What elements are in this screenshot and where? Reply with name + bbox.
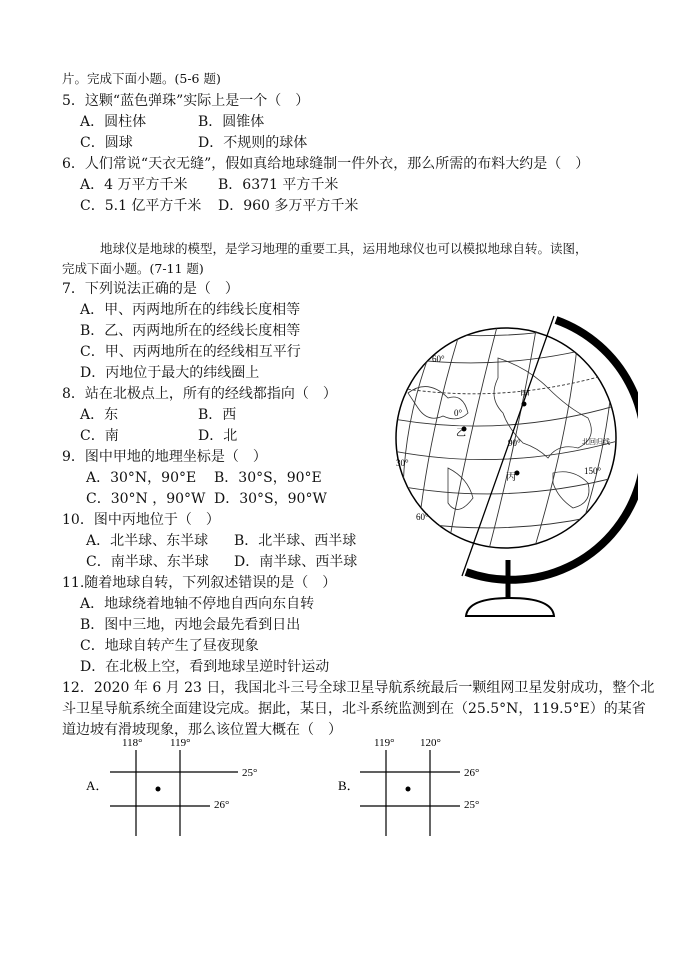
q6-option-a: A．4 万平方千米 [80, 177, 188, 193]
q10-option-b: B．北半球、西半球 [234, 533, 357, 549]
q9-option-b: B．30°S，90°E [214, 470, 322, 486]
q10-stem: 10．图中丙地位于（ ） [62, 512, 220, 528]
q7-option-a: A．甲、丙两地所在的纬线长度相等 [80, 302, 301, 318]
grid-a-lon-right: 119° [170, 737, 191, 749]
grid-b-lat-top: 26° [464, 767, 480, 779]
label-lon60: 60° [416, 512, 429, 522]
q8-option-c: C．南 [80, 428, 119, 444]
q7-option-d: D．丙地位于最大的纬线圈上 [80, 365, 260, 381]
q5-stem: 5．这颗“蓝色弹珠”实际上是一个（ ） [62, 93, 310, 109]
q6-option-d: D．960 多万平方千米 [218, 198, 359, 214]
globe-figure [388, 298, 638, 628]
label-lat60: 60° [432, 354, 445, 364]
q5-option-b: B．圆锥体 [198, 114, 265, 130]
q12-line1: 12．2020 年 6 月 23 日，我国北斗三号全球卫星导航系统最后一颗组网卫星发射成功，整个北 [62, 680, 655, 696]
grid-a [80, 734, 270, 838]
globe-stand-base [466, 598, 554, 616]
label-jia: 甲 [520, 390, 530, 401]
label-yi: 乙 [456, 428, 466, 439]
q8-stem: 8．站在北极点上，所有的经线都指向（ ） [62, 386, 337, 402]
q11-stem: 11.随着地球自转，下列叙述错误的是（ ） [62, 575, 337, 591]
grid-b-lat-bottom: 25° [464, 799, 480, 811]
intro2-line2: 完成下面小题。(7-11 题) [62, 261, 204, 276]
grid-b-lon-left: 119° [374, 737, 395, 749]
q9-stem: 9．图中甲地的地理坐标是（ ） [62, 449, 267, 465]
q6-option-b: B．6371 平方千米 [218, 177, 339, 193]
label-lon90: 90° [508, 438, 521, 448]
q12-line3: 道边坡有滑坡现象，那么该位置大概在（ ） [62, 722, 342, 738]
q9-option-a: A．30°N，90°E [86, 470, 197, 486]
q10-option-a: A．北半球、东半球 [86, 533, 209, 549]
q11-option-c: C．地球自转产生了昼夜现象 [80, 638, 259, 654]
label-tropic: 北回归线 [582, 438, 610, 446]
grid-a-lat-bottom: 26° [214, 799, 230, 811]
grid-a-lat-top: 25° [242, 767, 258, 779]
label-bing: 丙 [506, 472, 516, 483]
intro-tail: 片。完成下面小题。(5-6 题) [62, 71, 221, 86]
q7-option-b: B．乙、丙两地所在的经线长度相等 [80, 323, 301, 339]
q11-option-a: A．地球绕着地轴不停地自西向东自转 [80, 596, 315, 612]
q10-option-d: D．南半球、西半球 [234, 554, 358, 570]
q7-stem: 7．下列说法正确的是（ ） [62, 281, 239, 297]
label-lat30: 30° [396, 458, 409, 468]
q5-option-c: C．圆球 [80, 135, 133, 151]
q6-stem: 6．人们常说“天衣无缝”，假如真给地球缝制一件外衣，那么所需的布料大约是（ ） [62, 156, 590, 172]
grid-b-letter: B． [338, 778, 360, 793]
grid-a-lon-left: 118° [122, 737, 143, 749]
q8-option-a: A．东 [80, 407, 119, 423]
q8-option-b: B．西 [198, 407, 237, 423]
intro2-line1: 地球仪是地球的模型，是学习地理的重要工具，运用地球仪也可以模拟地球自转。读图， [100, 241, 588, 256]
q10-option-c: C．南半球、东半球 [86, 554, 209, 570]
q5-option-a: A．圆柱体 [80, 114, 147, 130]
q12-line2: 斗卫星导航系统全面建设完成。据此，某日，北斗系统监测到在（25.5°N，119.5°E）的某省 [62, 701, 646, 717]
label-lat0: 0° [454, 408, 463, 418]
grid-b [332, 734, 522, 838]
q9-option-d: D．30°S，90°W [214, 491, 327, 507]
grid-a-letter: A． [86, 778, 109, 793]
grid-b-lon-right: 120° [420, 737, 441, 749]
label-lon150: 150° [584, 466, 602, 476]
q11-option-b: B．图中三地，丙地会最先看到日出 [80, 617, 301, 633]
q6-option-c: C．5.1 亿平方千米 [80, 198, 202, 214]
q7-option-c: C．甲、丙两地所在的经线相互平行 [80, 344, 301, 360]
q5-option-d: D．不规则的球体 [198, 135, 308, 151]
q11-option-d: D．在北极上空，看到地球呈逆时针运动 [80, 659, 330, 675]
q8-option-d: D．北 [198, 428, 238, 444]
q9-option-c: C．30°N ，90°W [86, 491, 206, 507]
